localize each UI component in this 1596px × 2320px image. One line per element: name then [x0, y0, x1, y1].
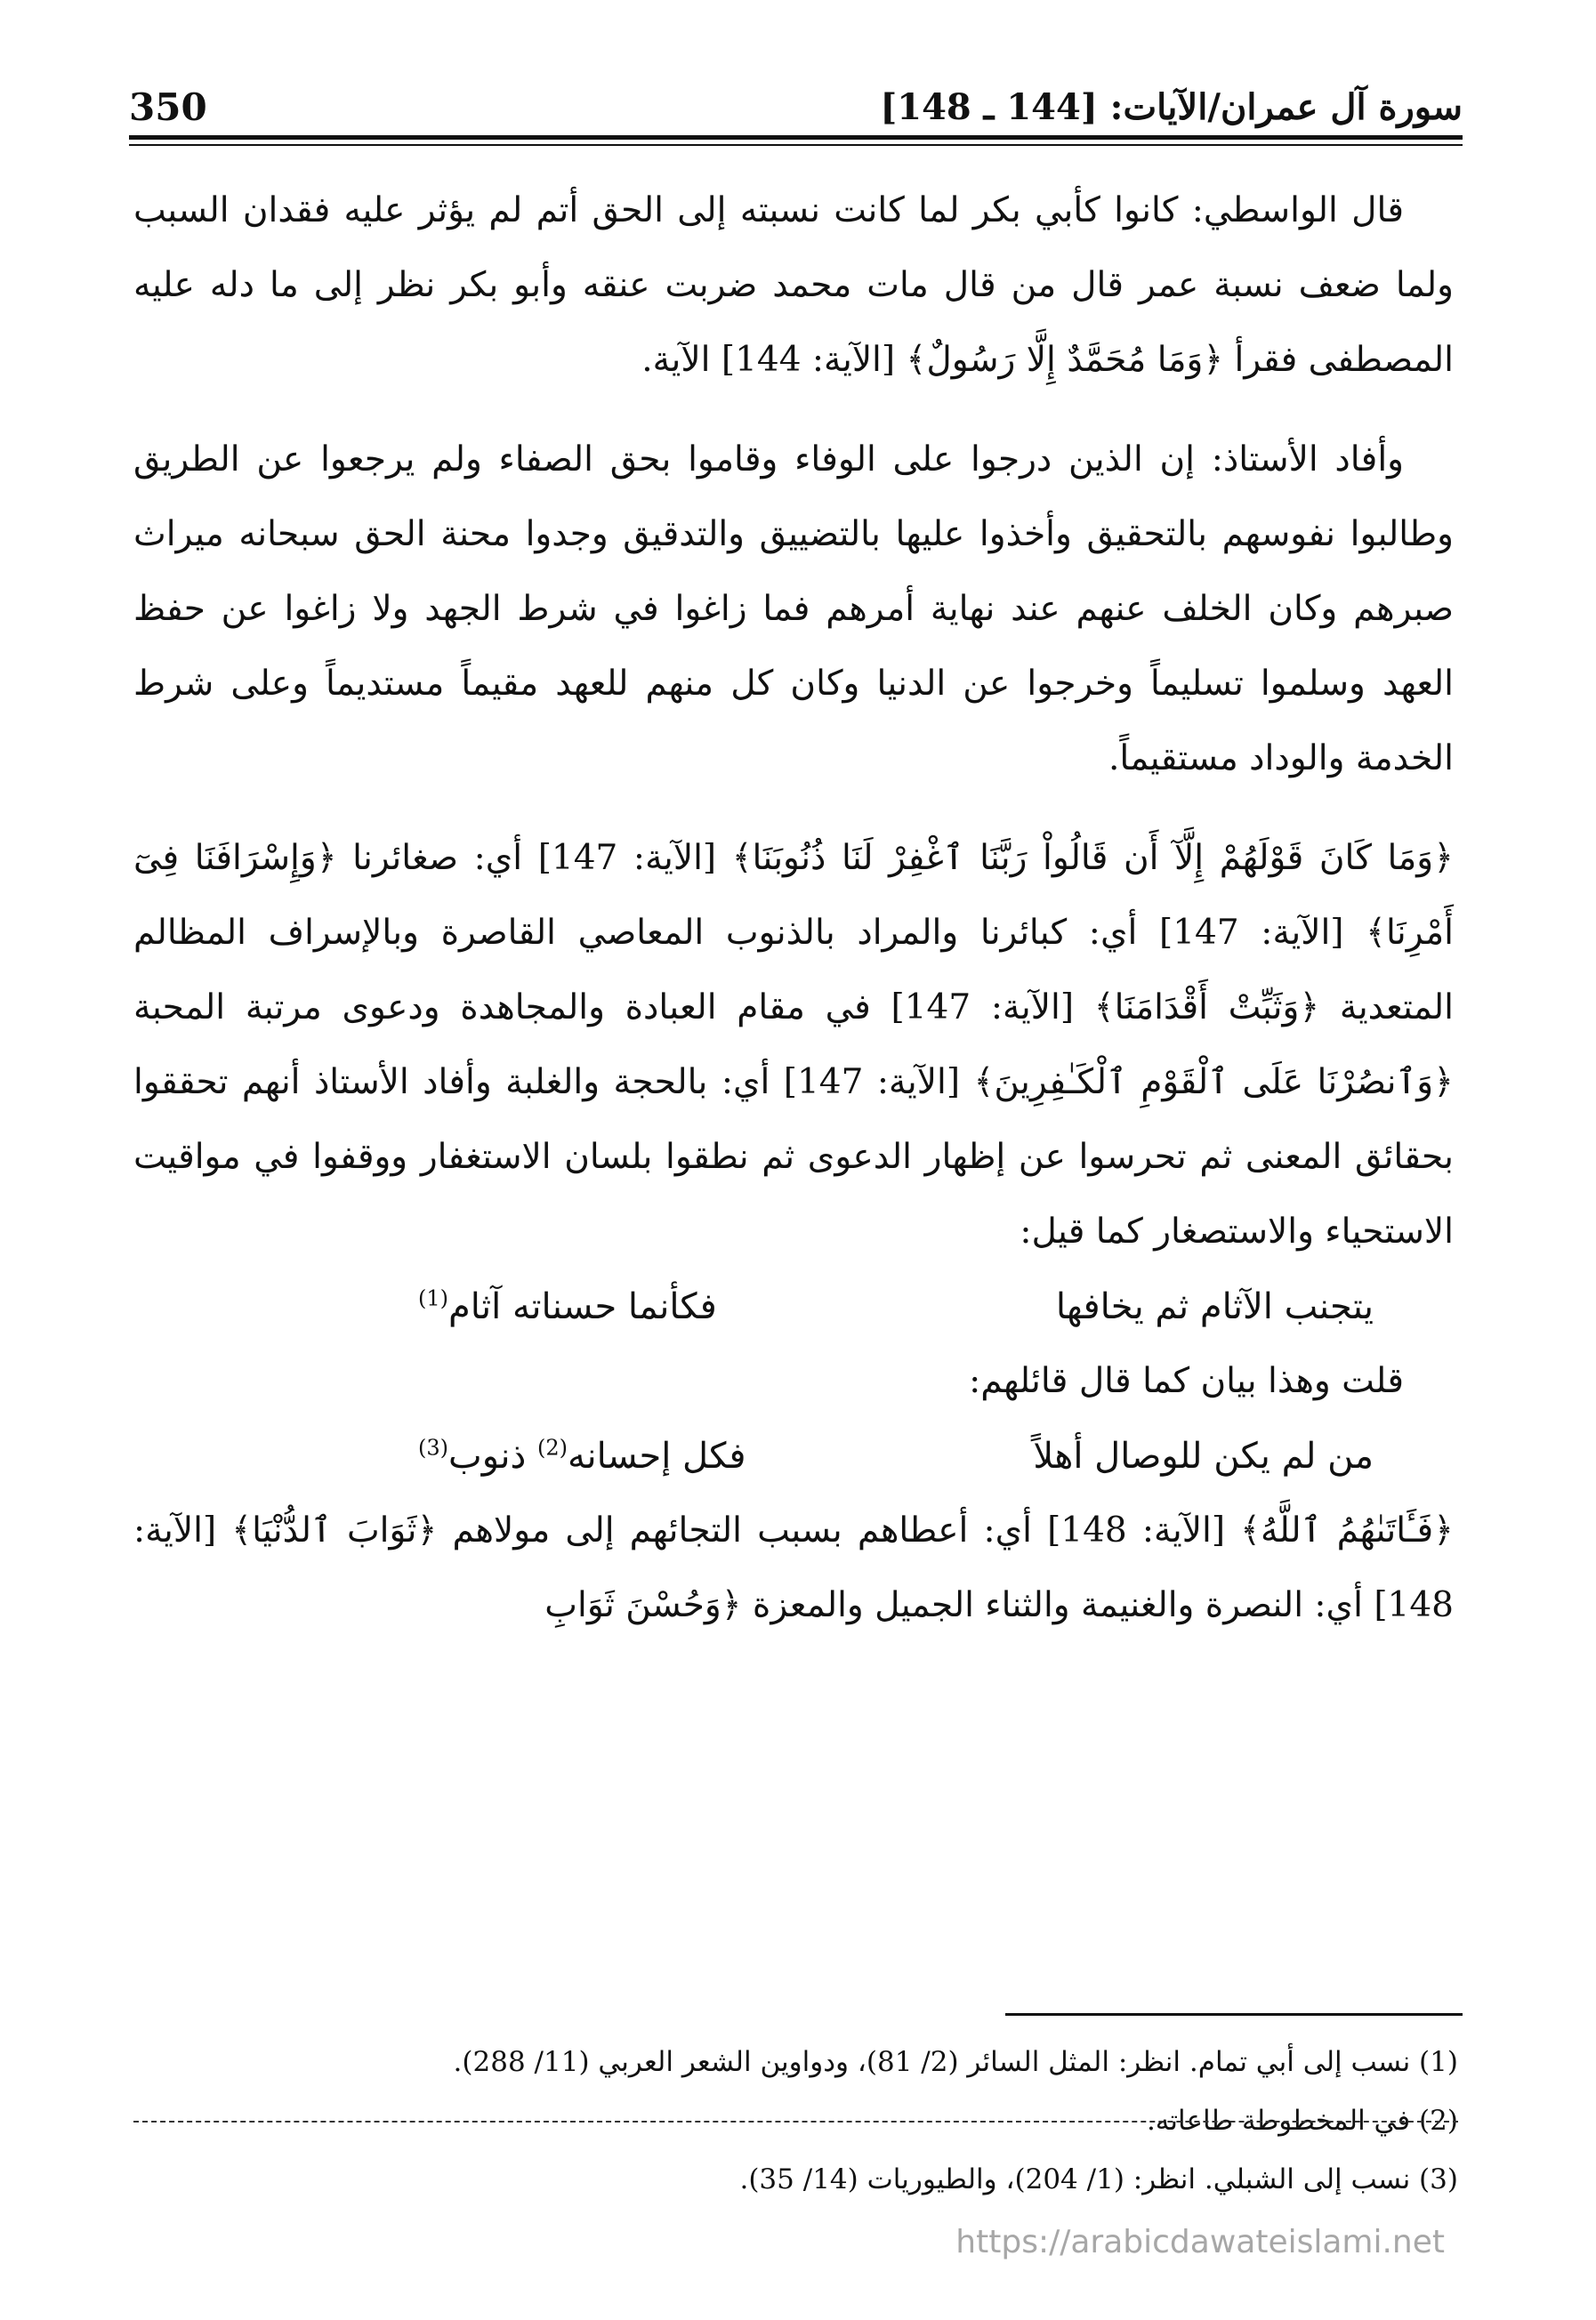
- footnote-3: (3) نسب إلى الشبلي. انظر: (1/ 204)، والطيوريات (14/ 35).: [739, 2163, 1458, 2195]
- footnote-ref-3: (3): [418, 1435, 449, 1461]
- watermark-url: https://arabicdawateislami.net: [955, 2224, 1445, 2260]
- poem-line-2-second-text: فكل إحسانه: [568, 1436, 746, 1477]
- paragraph-wasiti: قال الواسطي: كانوا كأبي بكر لما كانت نسبته إلى الحق أتم لم يؤثر عليه فقدان السبب ولما ضعف نسبة عمر قال من قال مات محمد ضربت عنقه وأبو بكر نظر إلى ما دله عليه المصطفى فقرأ ﴿وَمَا مُحَمَّدٌ إِلَّا رَسُولٌ﴾ [الآية: 144] الآية.: [133, 190, 1454, 380]
- poem-line-1-second-hemistich: [418, 1269, 717, 1344]
- paragraph-verse-148: ﴿فَـَٔاتَىٰهُمُ ٱللَّهُ﴾ [الآية: 148] أي: أعطاهم بسبب التجائهم إلى مولاهم ﴿ثَوَابَ ٱلدُّنْيَا﴾ [الآية: 148] أي: النصرة والغنيمة والثناء الجميل والمعزة ﴿وَحُسْنَ ثَوَابِ: [133, 1510, 1454, 1625]
- paragraph-verse-147: ﴿وَمَا كَانَ قَوْلَهُمْ إِلَّآ أَن قَالُواْ رَبَّنَا ٱغْفِرْ لَنَا ذُنُوبَنَا﴾ [الآية: 147] أي: صغائرنا ﴿وَإِسْرَافَنَا فِىٓ أَمْرِنَا﴾ [الآية: 147] أي: كبائرنا والمراد بالذنوب المعاصي القاصرة وبالإسراف المظالم المتعدية ﴿وَثَبِّتْ أَقْدَامَنَا﴾ [الآية: 147] في مقام العبادة والمجاهدة ودعوى مرتبة المحبة ﴿وَٱنصُرْنَا عَلَى ٱلْقَوْمِ ٱلْكَـٰفِرِينَ﴾ [الآية: 147] أي: بالحجة والغلبة وأفاد الأستاذ أنهم تحققوا بحقائق المعنى ثم تحرسوا عن إظهار الدعوى ثم نطقوا بلسان الاستغفار ووقفوا في مواقيت الاستحياء والاستصغار كما قيل:: [133, 838, 1454, 1252]
- footnote-separator: [1005, 2013, 1463, 2016]
- poem-line-2-second-hemistich: [418, 1419, 746, 1494]
- footnote-2-text: (2) في المخطوطة طاعاته.: [1146, 2105, 1458, 2137]
- header-rule-thick: [129, 135, 1463, 140]
- poem-line-1-first-hemistich: يتجنب الآثام ثم يخافها: [1055, 1286, 1374, 1327]
- footnote-1: (1) نسب إلى أبي تمام. انظر: المثل السائر (2/ 81)، ودواوين الشعر العربي (11/ 288).: [453, 2046, 1458, 2078]
- main-text: [133, 173, 1454, 1643]
- dashed-line: [133, 2121, 1458, 2123]
- page-number: 350: [129, 85, 207, 129]
- footnotes: [133, 2033, 1458, 2209]
- footnote-ref-1: (1): [418, 1285, 449, 1311]
- page-header: [129, 78, 1463, 135]
- poem-line-1: [133, 1269, 1454, 1344]
- header-rule-thin: [129, 144, 1463, 146]
- poem-intro: قلت وهذا بيان كما قال قائلهم:: [969, 1361, 1404, 1401]
- poem-line-2: [133, 1419, 1454, 1494]
- paragraph-ustadh: وأفاد الأستاذ: إن الذين درجوا على الوفاء وقاموا بحق الصفاء ولم يرجعوا عن الطريق وطالبوا نفوسهم بالتحقيق وأخذوا عليها بالتضييق والتدقيق وجدوا محنة الحق سبحانه ميراث صبرهم وكان الخلف عنهم عند نهاية أمرهم فما زاغوا في شرط الجهد ولا زاغوا عن حفظ العهد وسلموا تسليماً وخرجوا عن الدنيا وكان كل منهم للعهد مقيماً مستديماً وعلى شرط الخدمة والوداد مستقيماً.: [133, 439, 1454, 778]
- footnote-ref-2: (2): [537, 1435, 568, 1461]
- poem-line-2-second-end: ذنوب: [448, 1436, 538, 1477]
- running-title: سورة آل عمران/الآيات: [144 ـ 148]: [880, 85, 1463, 128]
- poem-line-2-first-hemistich: من لم يكن للوصال أهلاً: [1033, 1436, 1374, 1477]
- poem-line-1-second-text: فكأنما حسناته آثام: [448, 1286, 717, 1327]
- footnote-2: [133, 2091, 1458, 2150]
